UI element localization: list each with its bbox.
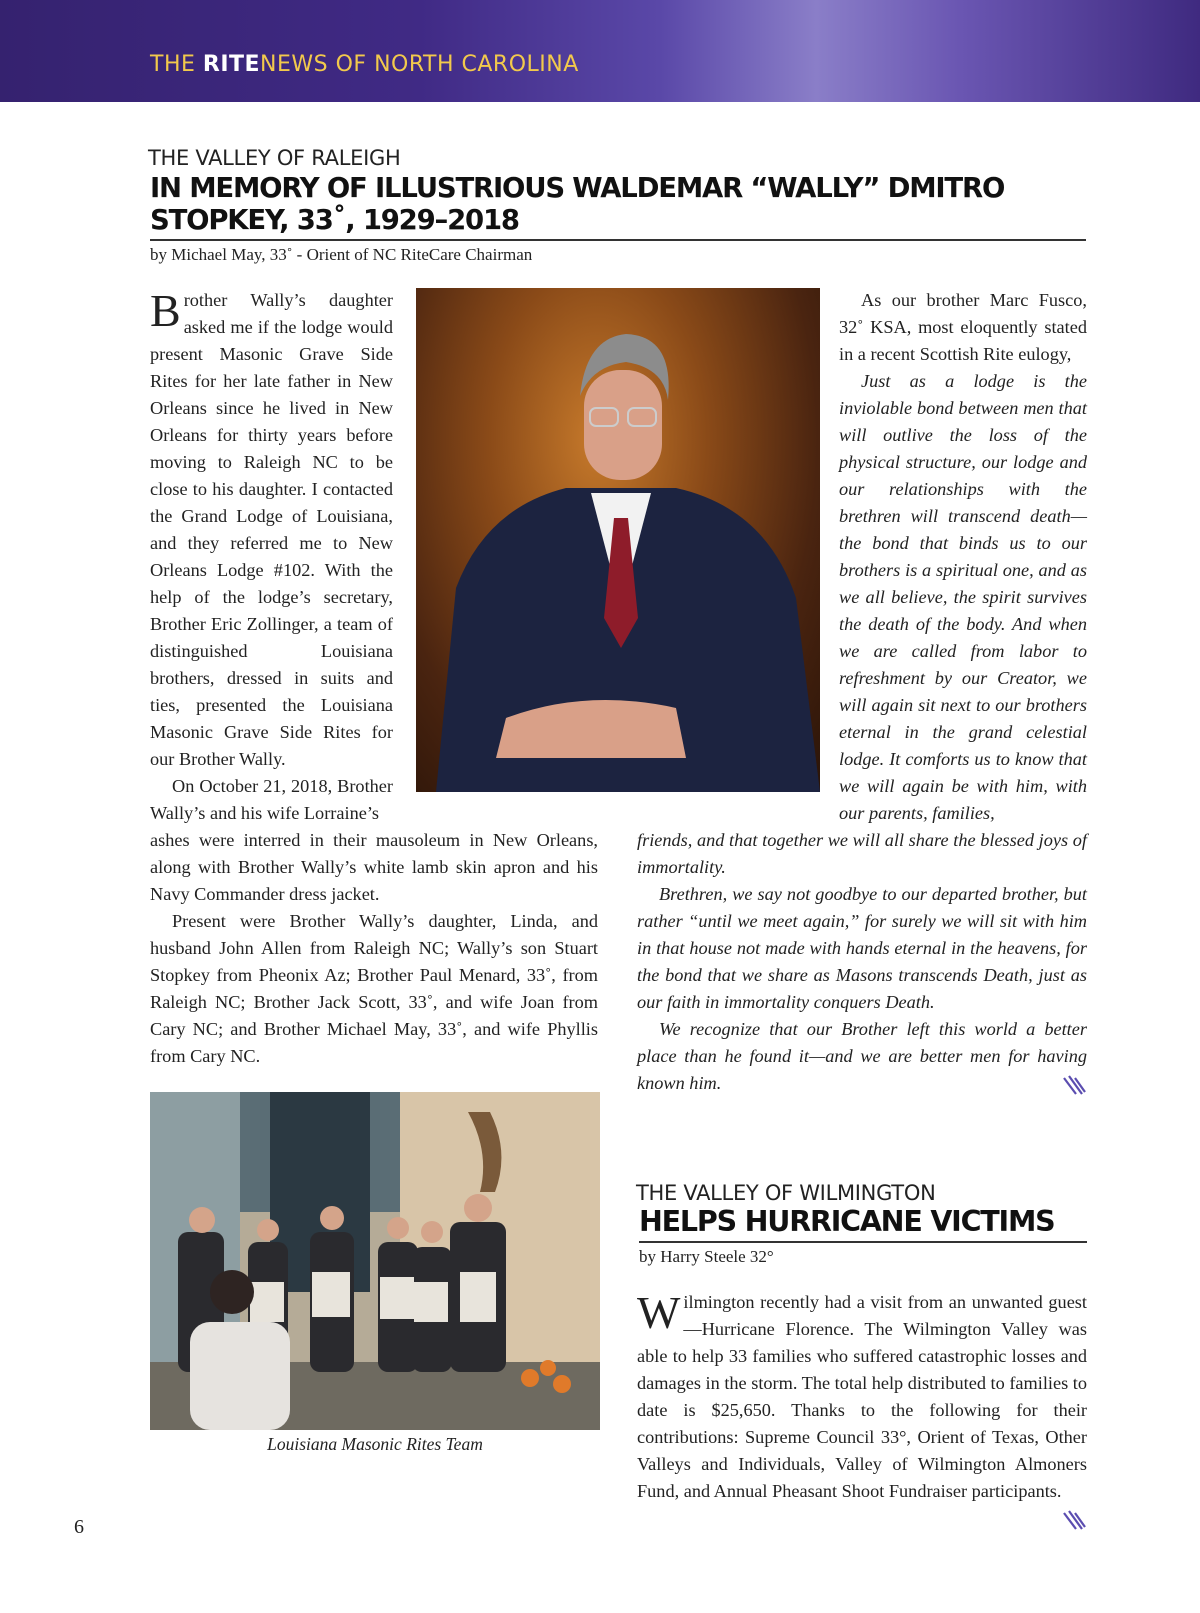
article1-paragraph-2a: On October 21, 2018, Brother Wally’s and his wife Lorraine’s <box>150 776 393 823</box>
article2-byline: by Harry Steele 32° <box>639 1247 774 1266</box>
group-photo-caption: Louisiana Masonic Rites Team <box>267 1434 483 1454</box>
article1-kicker: THE VALLEY OF RALEIGH <box>148 146 401 170</box>
article2-kicker: THE VALLEY OF WILMINGTON <box>636 1181 936 1205</box>
article1-headline-line2: STOPKEY, 33˚, 1929–2018 <box>150 204 519 236</box>
article1-right-paragraph-1: As our brother Marc Fusco, 32˚ KSA, most eloquently stated in a recent Scottish Rite eulogy, <box>839 290 1087 364</box>
title-pre: THE <box>150 52 203 77</box>
page-number: 6 <box>74 1516 84 1538</box>
article1-paragraph-1 <box>150 287 393 773</box>
article1-right-column-top <box>839 287 1087 827</box>
article1-right-column-bottom <box>637 827 1087 1097</box>
article2-rule <box>639 1241 1087 1243</box>
publication-title <box>150 52 579 77</box>
article1-dropcap: B <box>150 285 181 336</box>
group-illustration <box>150 1092 600 1430</box>
article1-byline: by Michael May, 33˚ - Orient of NC RiteCare Chairman <box>150 245 533 264</box>
group-photo <box>150 1092 600 1430</box>
article2-end-mark-icon <box>1062 1509 1086 1531</box>
article1-quote-part-c: Brethren, we say not goodbye to our departed brother, but rather “until we meet again,” for surely we will sit with him in that house not made with hands eternal in the heavens, for the bond that we share as Masons transcends Death, just as our faith in immortality conquers Death. <box>637 884 1087 1012</box>
article1-quote-part-d: We recognize that our Brother left this world a better place than he found it—and we are better men for having known him. <box>637 1019 1087 1093</box>
article1-headline <box>150 172 1004 236</box>
portrait-photo <box>416 288 820 792</box>
article1-quote-part-a: Just as a lodge is the inviolable bond between men that will outlive the loss of the physical structure, our lodge and our relationships with the brethren will transcend death—the bond that binds us to our brothers is a spiritual one, and as we all believe, the spirit survives the death of the body. And when we are called from labor to refreshment by our Creator, we will again sit next to our brothers eternal in the grand celestial lodge. It comforts us to know that we will again be with him, with our parents, families, <box>839 371 1087 823</box>
article2-paragraph <box>637 1289 1087 1505</box>
portrait-illustration <box>416 288 820 792</box>
article1-headline-line1: IN MEMORY OF ILLUSTRIOUS WALDEMAR “WALLY” DMITRO <box>150 172 1005 204</box>
article2-body-text: ilmington recently had a visit from an unwanted guest—Hurricane Florence. The Wilmington Valley was able to help 33 families who suffered catastrophic losses and damages in the storm. The total help distributed to families to date is $25,650. Thanks to the following for their contributions: Supreme Council 33°, Orient of Texas, Other Valleys and Individuals, Valley of Wilmington Almoners Fund, and Annual Pheasant Shoot Fundraiser participants. <box>637 1292 1088 1501</box>
masthead-band <box>0 0 1200 102</box>
article2-headline: HELPS HURRICANE VICTIMS <box>639 1205 1055 1238</box>
title-post: NEWS OF NORTH CAROLINA <box>260 52 579 77</box>
article1-quote-part-b: friends, and that together we will all share the blessed joys of immortality. <box>637 830 1087 877</box>
article1-paragraph-3: Present were Brother Wally’s daughter, Linda, and husband John Allen from Raleigh NC; Wally’s son Stuart Stopkey from Pheonix Az; Brother Paul Menard, 33˚, from Raleigh NC; Brother Jack Scott, 33˚, and wife Joan from Cary NC; and Brother Michael May, 33˚, and wife Phyllis from Cary NC. <box>150 911 598 1066</box>
article2-column <box>637 1289 1087 1505</box>
article2-dropcap: W <box>637 1287 681 1338</box>
article1-rule <box>150 239 1086 241</box>
article1-left-column-top <box>150 287 393 827</box>
article1-paragraph-2b: ashes were interred in their mausoleum in New Orleans, along with Brother Wally’s white lamb skin apron and his Navy Commander dress jacket. <box>150 830 598 904</box>
title-brand: RITE <box>202 52 261 77</box>
article1-end-mark-icon <box>1062 1074 1086 1096</box>
article1-paragraph-1-text: rother Wally’s daughter asked me if the lodge would present Masonic Grave Side Rites for her late father in New Orleans since he lived in New Orleans for thirty years before moving to Raleigh NC to be close to his daughter. I contacted the Grand Lodge of Louisiana, and they referred me to New Orleans Lodge #102. With the help of the lodge’s secretary, Brother Eric Zollinger, a team of distinguished Louisiana brothers, dressed in suits and ties, presented the Louisiana Masonic Grave Side Rites for our Brother Wally. <box>150 290 393 769</box>
article1-left-column-bottom <box>150 827 598 1070</box>
